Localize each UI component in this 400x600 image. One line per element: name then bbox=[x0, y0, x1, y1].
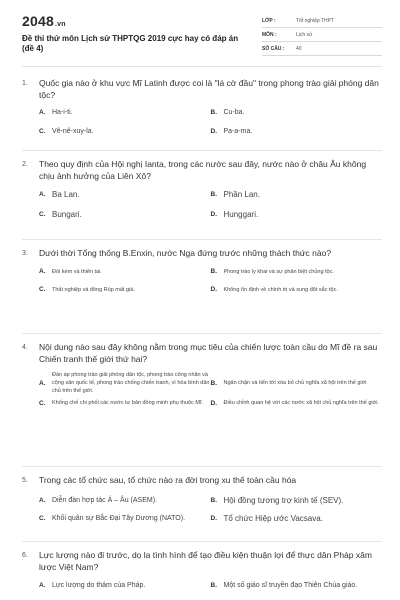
option-a[interactable] bbox=[39, 496, 211, 506]
question-6 bbox=[22, 542, 382, 591]
option-letter: A. bbox=[39, 582, 46, 590]
option-letter: C. bbox=[39, 515, 46, 523]
option-grid bbox=[22, 108, 382, 136]
option-grid bbox=[22, 190, 382, 219]
option-text: Đàn áp phong trào giải phóng dân tộc, phong trào công nhân và cộng sản quốc tế, phong trào chống chiến tranh, vì hòa bình dân chủ trên thế giới. bbox=[52, 372, 210, 394]
option-letter: A. bbox=[39, 268, 46, 275]
question-text: Theo quy định của Hội nghị Ianta, trong các nước sau đây, nước nào ở châu Âu không chịu ảnh hưởng của Liên Xô? bbox=[39, 159, 367, 181]
meta-subject bbox=[262, 28, 382, 42]
logo-text: 2048 bbox=[22, 13, 54, 29]
meta-count bbox=[262, 42, 382, 56]
option-text: Cu-ba. bbox=[223, 109, 245, 116]
question-2 bbox=[22, 151, 382, 240]
option-d[interactable] bbox=[211, 514, 383, 524]
question-number: 6. bbox=[22, 552, 28, 559]
option-d[interactable] bbox=[211, 286, 383, 294]
meta-key: LỚP : bbox=[262, 17, 276, 24]
option-text: Một số giáo sĩ truyền đạo Thiên Chúa giáo. bbox=[223, 582, 358, 589]
option-letter: B. bbox=[210, 379, 217, 387]
header-left bbox=[22, 14, 252, 56]
option-letter: A. bbox=[39, 496, 46, 504]
option-a[interactable] bbox=[39, 371, 211, 395]
option-text: Diễn đàn hợp tác Á – Âu (ASEM). bbox=[52, 496, 157, 504]
option-c[interactable] bbox=[39, 210, 211, 220]
meta-key: MÔN : bbox=[262, 31, 277, 38]
option-a[interactable] bbox=[39, 268, 211, 276]
question-stem bbox=[22, 334, 382, 365]
question-text: Lực lượng nào đi trước, dọ la tình hình để tạo điều kiện thuận lợi để thực dân Pháp xâm lược Việt Nam? bbox=[39, 550, 372, 572]
meta-value: Tốt nghiệp THPT bbox=[296, 17, 334, 24]
option-text: Phong trào ly khai và sự phân biệt chủng tộc. bbox=[223, 268, 334, 275]
question-4 bbox=[22, 334, 382, 467]
option-text: Pa-a-ma. bbox=[223, 127, 253, 135]
option-text: Vê-nê-xuy-la. bbox=[52, 127, 94, 135]
option-d[interactable] bbox=[211, 399, 383, 407]
question-text: Quốc gia nào ở khu vực Mĩ Latinh được coi là "lá cờ đầu" trong phong trào giải phóng dân tộc? bbox=[39, 78, 379, 100]
option-d[interactable] bbox=[211, 210, 383, 220]
question-text: Dưới thời Tổng thống B.Enxin, nước Nga đứng trước những thách thức nào? bbox=[39, 248, 332, 258]
option-d[interactable] bbox=[211, 127, 383, 137]
option-b[interactable] bbox=[211, 268, 383, 276]
option-c[interactable] bbox=[39, 399, 211, 407]
question-number: 5. bbox=[22, 477, 28, 484]
question-number: 4. bbox=[22, 344, 28, 351]
option-b[interactable] bbox=[211, 496, 383, 506]
meta-value: 40 bbox=[296, 45, 302, 52]
option-b[interactable] bbox=[211, 581, 383, 591]
option-grid bbox=[22, 268, 382, 294]
option-text: Khối quân sự Bắc Đại Tây Dương (NATO). bbox=[52, 515, 186, 522]
option-text: Hunggari. bbox=[223, 209, 259, 219]
option-letter: B. bbox=[210, 496, 217, 504]
header-divider bbox=[22, 66, 382, 67]
option-grid bbox=[22, 496, 382, 524]
option-a[interactable] bbox=[39, 108, 211, 118]
question-1 bbox=[22, 75, 382, 151]
question-stem bbox=[22, 542, 382, 573]
page-title: Đề thi thử môn Lịch sử THPTQG 2019 cực hay có đáp án (đề 4) bbox=[22, 34, 239, 53]
option-letter: D. bbox=[210, 399, 217, 407]
option-text: Khống chế chi phối các nước tư bản đồng minh phụ thuộc Mĩ. bbox=[52, 400, 204, 406]
option-text: Lực lượng do thám của Pháp. bbox=[52, 582, 146, 589]
option-letter: C. bbox=[39, 210, 46, 218]
option-letter: D. bbox=[210, 210, 217, 218]
question-number: 1. bbox=[22, 80, 28, 87]
question-stem bbox=[22, 75, 382, 101]
site-logo[interactable] bbox=[22, 14, 252, 32]
exam-meta bbox=[262, 14, 382, 56]
option-text: Đói kém và thiên tai. bbox=[52, 268, 102, 275]
option-letter: C. bbox=[39, 127, 46, 135]
question-number: 2. bbox=[22, 161, 28, 168]
question-number: 3. bbox=[22, 250, 28, 257]
option-letter: D. bbox=[210, 515, 217, 523]
question-stem bbox=[22, 240, 382, 260]
option-text: Điều chỉnh quan hệ với các nước xã hội chủ nghĩa trên thế giới. bbox=[223, 400, 379, 406]
option-grid bbox=[22, 581, 382, 591]
question-3 bbox=[22, 240, 382, 334]
option-b[interactable] bbox=[211, 108, 383, 118]
option-text: Ha-i-ti. bbox=[52, 109, 73, 116]
option-letter: B. bbox=[210, 109, 217, 117]
option-a[interactable] bbox=[39, 581, 211, 591]
option-text: Hội đồng tương trợ kinh tế (SEV). bbox=[223, 495, 344, 505]
option-grid bbox=[22, 371, 382, 407]
option-a[interactable] bbox=[39, 190, 211, 200]
option-b[interactable] bbox=[211, 371, 383, 395]
option-letter: A. bbox=[39, 191, 46, 199]
option-b[interactable] bbox=[211, 190, 383, 200]
option-c[interactable] bbox=[39, 127, 211, 137]
header bbox=[22, 0, 382, 56]
question-5 bbox=[22, 467, 382, 542]
question-text: Nội dung nào sau đây không nằm trong mục tiêu của chiến lược toàn cầu do Mĩ đề ra sau Chiến tranh thế giới thứ hai? bbox=[39, 342, 378, 364]
option-letter: A. bbox=[39, 379, 46, 387]
option-letter: D. bbox=[210, 127, 217, 135]
meta-key: SỐ CÂU : bbox=[262, 45, 285, 52]
option-letter: B. bbox=[210, 582, 217, 590]
option-letter: D. bbox=[210, 286, 217, 293]
option-text: Tổ chức Hiệp ước Vacsava. bbox=[223, 514, 323, 523]
option-letter: C. bbox=[39, 286, 46, 293]
question-stem bbox=[22, 467, 382, 487]
option-letter: C. bbox=[39, 399, 46, 407]
option-c[interactable] bbox=[39, 286, 211, 294]
option-c[interactable] bbox=[39, 514, 211, 524]
option-letter: B. bbox=[210, 268, 217, 275]
option-letter: A. bbox=[39, 109, 46, 117]
meta-value: Lịch sử bbox=[296, 31, 313, 38]
meta-class bbox=[262, 14, 382, 28]
option-text: Không ổn định về chính trị và xung đột sắc tộc. bbox=[223, 286, 338, 293]
option-text: Ngăn chặn và tiến tới xóa bỏ chủ nghĩa xã hội trên thế giới bbox=[223, 380, 367, 386]
option-text: Ba Lan. bbox=[52, 190, 80, 199]
question-text: Trong các tổ chức sau, tổ chức nào ra đời trong xu thế toàn cầu hóa bbox=[39, 475, 297, 485]
logo-suffix: .vn bbox=[54, 21, 66, 28]
option-letter: B. bbox=[210, 191, 217, 199]
option-text: Bungari. bbox=[52, 209, 82, 219]
question-stem bbox=[22, 151, 382, 182]
option-text: Phần Lan. bbox=[223, 190, 260, 199]
option-text: Thất nghiệp và đồng Rúp mất giá. bbox=[52, 286, 135, 293]
